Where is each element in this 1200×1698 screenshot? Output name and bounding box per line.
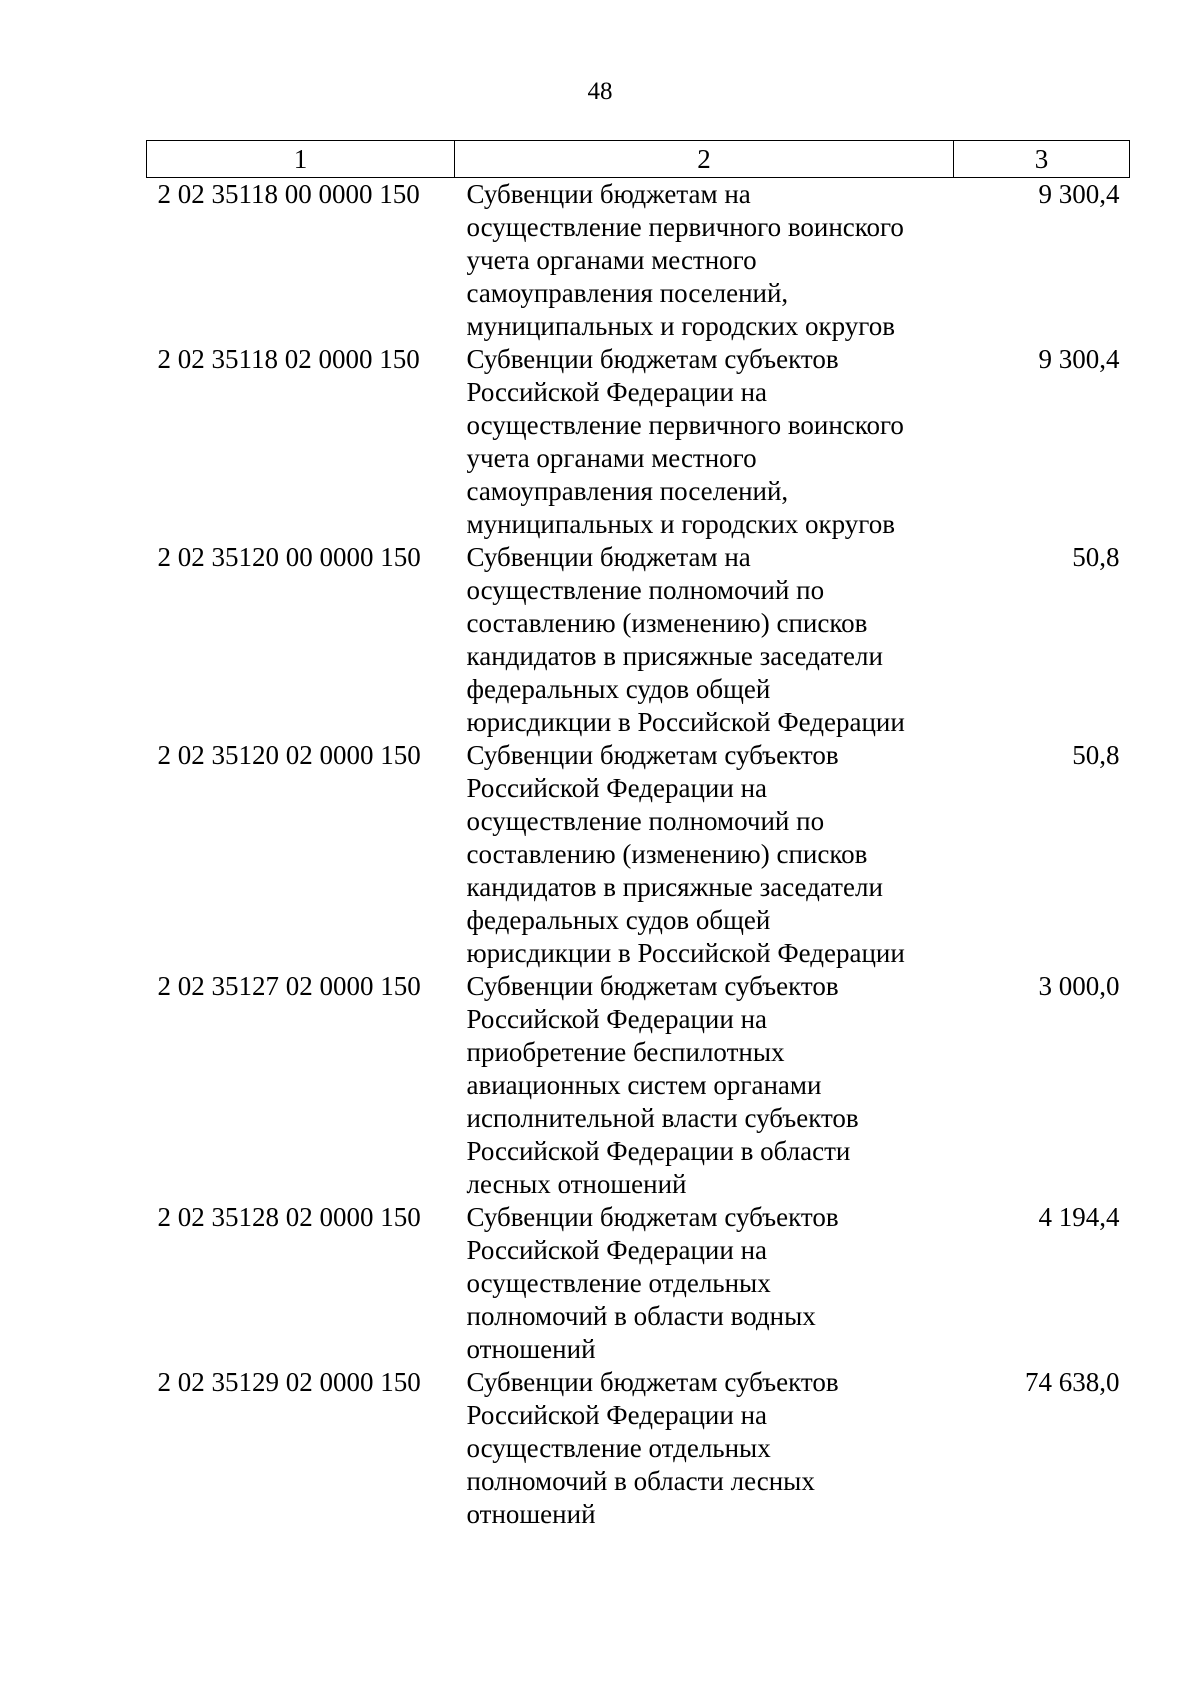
description-line: Субвенции бюджетам на [466, 179, 751, 209]
description-line: авиационных систем органами [466, 1070, 822, 1100]
amount: 50,8 [1072, 542, 1120, 572]
header-column-2: 2 [455, 141, 954, 178]
description-line: учета органами местного [466, 245, 757, 275]
description-line: юрисдикции в Российской Федерации [466, 707, 905, 737]
amount: 50,8 [1072, 740, 1120, 770]
page-number: 48 [587, 78, 613, 105]
description-line: кандидатов в присяжные заседатели [466, 872, 883, 902]
budget-code: 2 02 35118 02 0000 150 [157, 344, 420, 374]
description-line: Российской Федерации в области [466, 1136, 851, 1166]
header-column-3: 3 [954, 141, 1130, 178]
description-line: Российской Федерации на [466, 773, 768, 803]
header-row [147, 141, 1130, 178]
description-line: осуществление полномочий по [466, 806, 825, 836]
description-line: Субвенции бюджетам субъектов [466, 344, 839, 374]
budget-code: 2 02 35128 02 0000 150 [157, 1202, 421, 1232]
budget-code: 2 02 35127 02 0000 150 [157, 971, 421, 1001]
amount: 9 300,4 [1038, 179, 1120, 209]
description-line: составлению (изменению) списков [466, 608, 868, 638]
budget-code: 2 02 35120 00 0000 150 [157, 542, 421, 572]
description-line: Субвенции бюджетам на [466, 542, 751, 572]
description-line: приобретение беспилотных [466, 1037, 785, 1067]
description [455, 541, 954, 739]
description-line: муниципальных и городских округов [466, 311, 895, 341]
description [455, 178, 954, 344]
description-line: Российской Федерации на [466, 1004, 768, 1034]
description-line: муниципальных и городских округов [466, 509, 895, 539]
description-line: Субвенции бюджетам субъектов [466, 1202, 839, 1232]
description-line: отношений [466, 1334, 596, 1364]
description-line: самоуправления поселений, [466, 278, 789, 308]
table-row [147, 178, 1130, 344]
description [455, 1201, 954, 1366]
description-line: исполнительной власти субъектов [466, 1103, 859, 1133]
table-row [147, 541, 1130, 739]
table-row [147, 739, 1130, 970]
description-line: юрисдикции в Российской Федерации [466, 938, 905, 968]
description-line: федеральных судов общей [466, 674, 771, 704]
description-line: Субвенции бюджетам субъектов [466, 1367, 839, 1397]
amount: 3 000,0 [1038, 971, 1120, 1001]
description [455, 739, 954, 970]
description-line: Российской Федерации на [466, 377, 768, 407]
description-line: полномочий в области водных [466, 1301, 816, 1331]
description-line: кандидатов в присяжные заседатели [466, 641, 883, 671]
description-line: Субвенции бюджетам субъектов [466, 971, 839, 1001]
description-line: Субвенции бюджетам субъектов [466, 740, 839, 770]
description-line: осуществление первичного воинского [466, 212, 904, 242]
table-row [147, 1201, 1130, 1366]
budget-code: 2 02 35118 00 0000 150 [157, 179, 420, 209]
description [455, 1366, 954, 1531]
amount: 4 194,4 [1038, 1202, 1120, 1232]
description-line: Российской Федерации на [466, 1400, 768, 1430]
description-line: осуществление полномочий по [466, 575, 825, 605]
description-line: полномочий в области лесных [466, 1466, 815, 1496]
description-line: федеральных судов общей [466, 905, 771, 935]
amount: 9 300,4 [1038, 344, 1120, 374]
description [455, 343, 954, 541]
description-line: Российской Федерации на [466, 1235, 768, 1265]
description-line: лесных отношений [466, 1169, 687, 1199]
description-line: составлению (изменению) списков [466, 839, 868, 869]
budget-table [146, 140, 1130, 1531]
table-row [147, 343, 1130, 541]
description-line: осуществление отдельных [466, 1433, 771, 1463]
description-line: осуществление отдельных [466, 1268, 771, 1298]
description-line: учета органами местного [466, 443, 757, 473]
table-body [147, 178, 1130, 1532]
budget-code: 2 02 35120 02 0000 150 [157, 740, 421, 770]
amount: 74 638,0 [1025, 1367, 1120, 1397]
description [455, 970, 954, 1201]
table-row [147, 970, 1130, 1201]
table-header [147, 141, 1130, 178]
budget-code: 2 02 35129 02 0000 150 [157, 1367, 421, 1397]
table-row [147, 1366, 1130, 1531]
description-line: осуществление первичного воинского [466, 410, 904, 440]
description-line: самоуправления поселений, [466, 476, 789, 506]
description-line: отношений [466, 1499, 596, 1529]
header-column-1: 1 [147, 141, 455, 178]
